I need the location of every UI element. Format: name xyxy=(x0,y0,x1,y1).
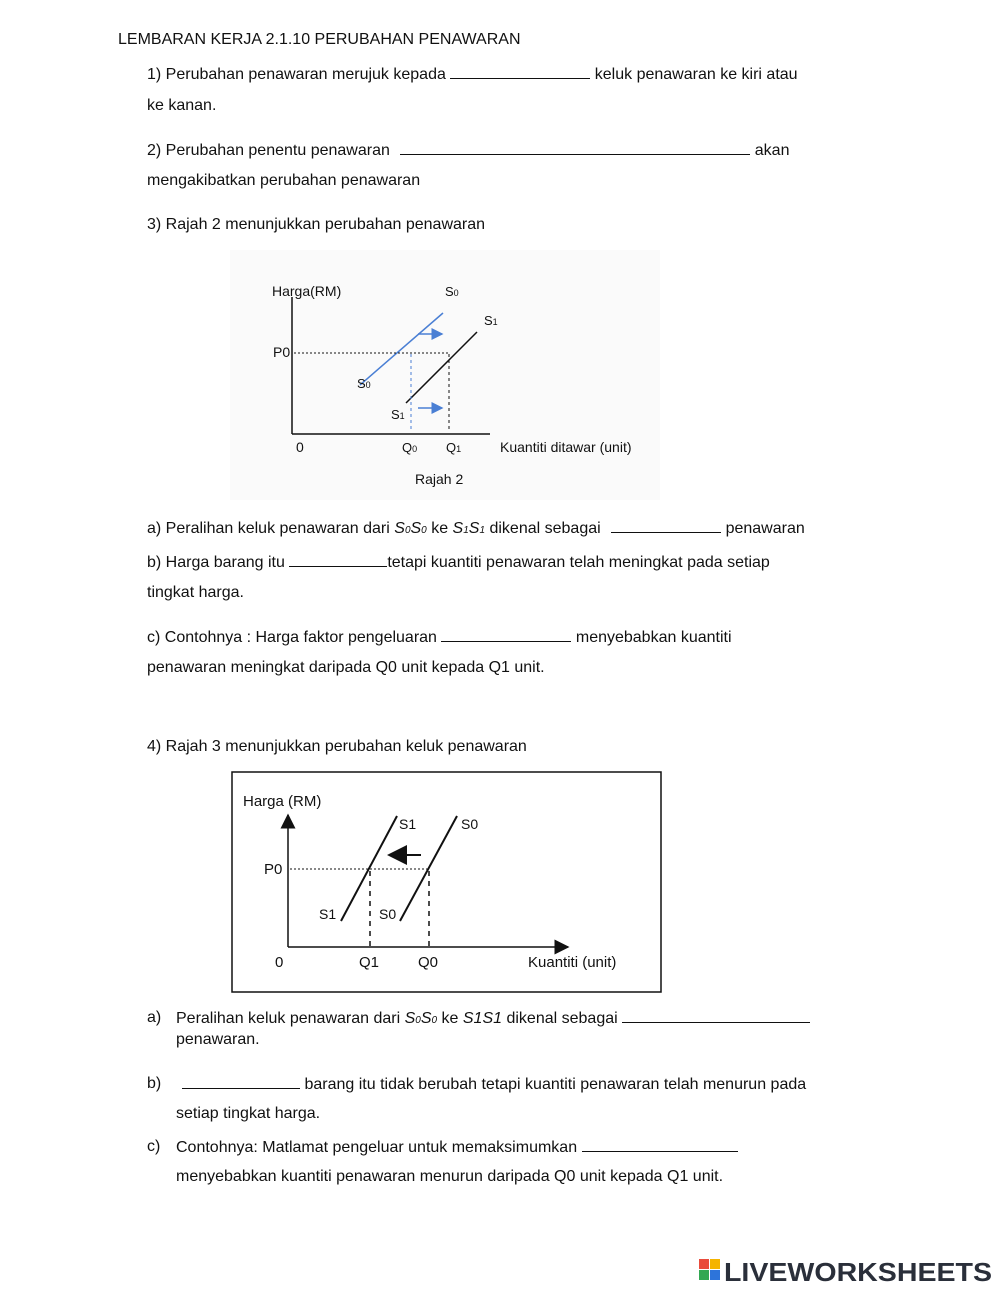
logo-block-blue xyxy=(710,1270,720,1280)
question-3c-line-2: penawaran meningkat daripada Q0 unit kepada Q1 unit. xyxy=(147,659,545,676)
question-4a-line-1 xyxy=(176,1008,810,1031)
answer-blank-3c[interactable] xyxy=(441,627,571,642)
x-axis-label: Kuantiti (unit) xyxy=(528,954,617,971)
question-3a-text-post: dikenal sebagai xyxy=(489,520,601,537)
logo-text: LIVEWORKSHEETS xyxy=(724,1257,992,1287)
question-1-line-1 xyxy=(147,64,798,85)
question-3a-text-pre: a) Peralihan keluk penawaran dari xyxy=(147,520,390,537)
question-4b-label: b) xyxy=(147,1075,162,1092)
question-3c-text-post: menyebabkan kuantiti xyxy=(575,629,732,646)
y-axis-label: Harga(RM) xyxy=(272,283,342,299)
question-4a-text-pre: Peralihan keluk penawaran dari xyxy=(176,1010,401,1027)
y-axis-label: Harga (RM) xyxy=(243,793,322,810)
s1s1-term-4: S1S1 xyxy=(462,1010,503,1027)
x-tick-q0: Q0 xyxy=(402,440,418,455)
answer-blank-3b[interactable] xyxy=(289,552,387,567)
x-tick-q1: Q1 xyxy=(359,954,380,971)
question-3b-text-pre: b) Harga barang itu xyxy=(147,554,285,571)
label-s1-top: S1 xyxy=(399,816,417,832)
question-2-line-2: mengakibatkan perubahan penawaran xyxy=(147,172,421,189)
liveworksheets-logo xyxy=(697,1252,997,1288)
answer-blank-3a[interactable] xyxy=(611,518,721,533)
logo-block-green xyxy=(699,1270,709,1280)
question-4a-label: a) xyxy=(147,1009,162,1026)
answer-blank-4a[interactable] xyxy=(622,1008,810,1023)
question-4b-text-post: barang itu tidak berubah tetapi kuantiti penawaran telah menurun pada xyxy=(304,1076,807,1093)
question-3c-text-pre: c) Contohnya : Harga faktor pengeluaran xyxy=(147,629,437,646)
question-4b-line-1 xyxy=(182,1074,806,1095)
liveworksheets-logo-graphic xyxy=(697,1252,997,1288)
answer-blank-4b[interactable] xyxy=(182,1074,300,1089)
x-tick-q1: Q1 xyxy=(446,440,462,455)
question-4b-line-2: setiap tingkat harga. xyxy=(176,1105,321,1122)
question-4c-label: c) xyxy=(147,1138,161,1155)
origin-label: 0 xyxy=(296,439,304,455)
answer-blank-4c[interactable] xyxy=(582,1137,738,1152)
x-tick-q0: Q0 xyxy=(418,954,439,971)
y-tick-p0: P0 xyxy=(273,344,291,360)
question-1-text-b: keluk penawaran ke kiri atau xyxy=(594,66,798,83)
label-s1-top: S1 xyxy=(484,313,498,328)
question-3a xyxy=(147,518,805,541)
label-s0-top: S0 xyxy=(445,284,459,299)
page-title: LEMBARAN KERJA 2.1.10 PERUBAHAN PENAWARAN xyxy=(118,31,521,48)
question-3b-text-post: tetapi kuantiti penawaran telah meningkat pada setiap xyxy=(387,554,770,571)
y-tick-p0: P0 xyxy=(264,861,283,878)
question-3a-text-end: penawaran xyxy=(725,520,805,537)
logo-block-red xyxy=(699,1259,709,1269)
answer-blank-1[interactable] xyxy=(450,64,590,79)
logo-block-yellow xyxy=(710,1259,720,1269)
question-4a-text-post: dikenal sebagai xyxy=(506,1010,618,1027)
question-2-text-a: 2) Perubahan penentu penawaran xyxy=(147,142,390,159)
chart-title: Rajah 2 xyxy=(415,471,464,487)
question-2-line-1 xyxy=(147,140,789,161)
question-4a-line-2: penawaran. xyxy=(176,1031,260,1048)
question-3b-line-1 xyxy=(147,552,770,573)
question-3b-line-2: tingkat harga. xyxy=(147,584,244,601)
question-4a-text-mid: ke xyxy=(441,1010,459,1027)
question-4c-text-pre: Contohnya: Matlamat pengeluar untuk memaksimumkan xyxy=(176,1139,578,1156)
chart-rajah-2 xyxy=(230,250,660,500)
chart-rajah-3 xyxy=(231,771,662,993)
label-s0-top: S0 xyxy=(461,816,479,832)
label-s1-bottom: S1 xyxy=(319,906,337,922)
question-3c-line-1 xyxy=(147,627,732,648)
question-3a-text-mid: ke xyxy=(431,520,449,537)
s0s0-term: S0S0 xyxy=(394,520,427,537)
question-1-line-2: ke kanan. xyxy=(147,97,217,114)
question-4c-line-2: menyebabkan kuantiti penawaran menurun daripada Q0 unit kepada Q1 unit. xyxy=(176,1168,724,1185)
s1s1-term: S1S1 xyxy=(452,520,486,537)
question-2-text-b: akan xyxy=(754,142,790,159)
label-s0-bottom: S0 xyxy=(379,906,397,922)
question-4-intro: 4) Rajah 3 menunjukkan perubahan keluk penawaran xyxy=(147,738,527,755)
question-3-intro: 3) Rajah 2 menunjukkan perubahan penawaran xyxy=(147,216,486,233)
origin-label: 0 xyxy=(275,954,284,971)
label-s0-bottom: S0 xyxy=(357,376,371,391)
question-4c-line-1 xyxy=(176,1137,738,1158)
s0s0-term-4: S0S0 xyxy=(404,1010,438,1027)
answer-blank-2[interactable] xyxy=(400,140,750,155)
label-s1-bottom: S1 xyxy=(391,407,405,422)
x-axis-label: Kuantiti ditawar (unit) xyxy=(500,439,632,455)
question-1-text-a: 1) Perubahan penawaran merujuk kepada xyxy=(147,66,446,83)
